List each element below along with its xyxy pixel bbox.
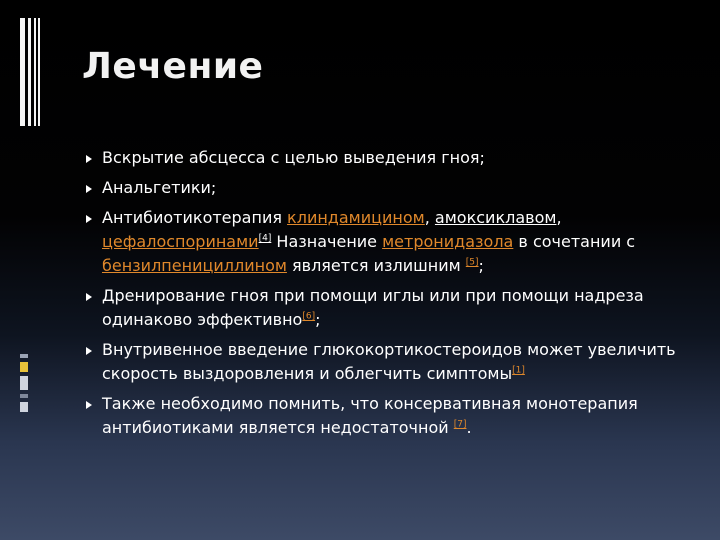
link-cephalosporins[interactable]: цефалоспоринами — [102, 232, 259, 251]
bullet-text: Внутривенное введение глюкокортикостероидов может увеличить скорость выздоровления и облегчить симптомы — [102, 340, 676, 383]
bullet-text: является излишним — [286, 256, 466, 275]
link-clindamycin[interactable]: клиндамицином — [287, 208, 425, 227]
bullet-text: Анальгетики; — [102, 178, 217, 197]
bullet-text: Антибиотикотерапия — [102, 208, 288, 227]
reference-link-7[interactable]: [7] — [453, 419, 467, 430]
bullet-text: Также необходимо помнить, что консервативная монотерапия антибиотиками является недостаточной — [102, 394, 638, 437]
link-metronidazole[interactable]: метронидазола — [382, 232, 514, 251]
bullet-text: ; — [478, 256, 484, 275]
reference-link-5[interactable]: [5] — [465, 257, 479, 268]
title-decoration — [20, 18, 42, 126]
bullet-text: . — [466, 418, 472, 437]
list-item — [86, 338, 686, 386]
link-amoxiclav[interactable]: амоксиклавом — [434, 208, 557, 227]
bullet-icon — [86, 293, 92, 301]
reference-link-1[interactable]: [1] — [512, 365, 525, 376]
list-item — [86, 284, 686, 332]
side-decoration — [20, 354, 30, 414]
bullet-text: , — [424, 208, 435, 227]
bullet-icon — [86, 185, 92, 193]
bullet-text: , — [556, 208, 562, 227]
bullet-icon — [86, 401, 92, 409]
treatment-list — [86, 146, 686, 446]
bullet-text: в сочетании с — [513, 232, 636, 251]
bullet-text: Вскрытие абсцесса с целью выведения гноя; — [102, 148, 485, 167]
reference-link-6[interactable]: [6] — [302, 311, 316, 322]
link-benzylpenicillin[interactable]: бензилпенициллином — [102, 256, 287, 275]
bullet-text: Назначение — [271, 232, 383, 251]
reference-link-4[interactable]: [4] — [258, 233, 272, 244]
slide-title: Лечение — [82, 46, 264, 87]
bullet-icon — [86, 215, 92, 223]
bullet-icon — [86, 155, 92, 163]
list-item — [86, 176, 686, 200]
list-item — [86, 392, 686, 440]
bullet-text: ; — [315, 310, 321, 329]
bullet-text: Дренирование гноя при помощи иглы или при помощи надреза одинаково эффективно — [102, 286, 644, 329]
list-item — [86, 146, 686, 170]
list-item — [86, 206, 686, 278]
bullet-icon — [86, 347, 92, 355]
